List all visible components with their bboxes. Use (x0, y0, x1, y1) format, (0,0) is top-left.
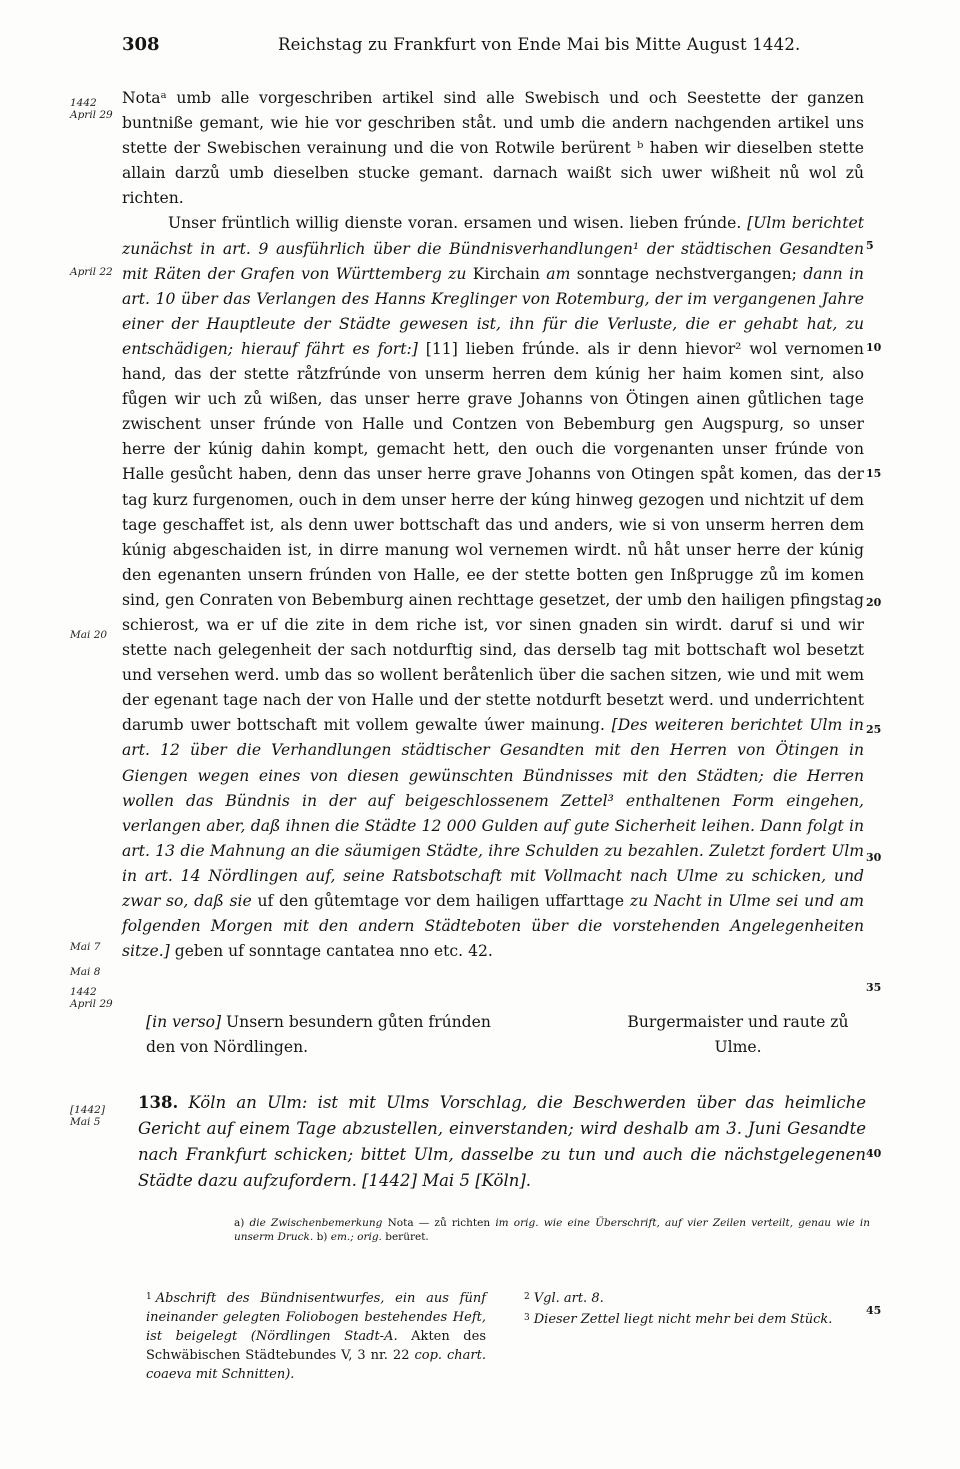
apparatus-a-text: Nota — zů richten (387, 1217, 491, 1229)
footnote-1 (146, 1288, 486, 1384)
margin-date-4: Mai 7 (70, 941, 101, 953)
line-number-25: 25 (866, 723, 882, 736)
date-clause-1: uf den gůtemtage vor dem hailigen (257, 892, 540, 910)
line-number-20: 20 (866, 596, 882, 609)
footnote-column-left (146, 1288, 486, 1385)
apparatus-b-text: berüret. (385, 1231, 429, 1243)
margin-date-1: 1442 April 29 (70, 97, 113, 121)
letter-signoff (146, 1010, 866, 1066)
footnote-3-marker: 3 (524, 1313, 530, 1323)
page-number: 308 (122, 34, 160, 55)
footnotes (0, 1288, 960, 1408)
critical-apparatus (234, 1216, 870, 1244)
sender-block: Burgermaister und raute zů Ulme. (627, 1013, 849, 1057)
salutation: Unser früntlich willig dienste voran. ersamen und wisen. lieben frúnde. (168, 214, 742, 233)
address-block (146, 1010, 506, 1060)
date-phrase: sonntage nechstvergangen; (576, 264, 797, 283)
footnote-1-marker: 1 (146, 1292, 152, 1302)
footnote-1-ital-1: Abschrift des Bündnisentwurfes, ein aus fünf ineinander gelegten Foliobogen bestehendes Heft, ist beigelegt (Nördlingen Stadt-A. (146, 1291, 486, 1344)
running-title: Reichstag zu Frankfurt von Ende Mai bis Mitte August 1442. (278, 35, 801, 54)
editorial-summary-3: [Des weiteren berichtet Ulm in art. 12 über die Verhandlungen städtischer Gesandten mit den Herren von Ötingen in Giengen wegen eines von diesen gewünschten Bündnisses mit den Städten; die Herren wollen das Bündnis in der auf beigeschlossenem Zettel³ enthaltenen Form eingehen, verlangen aber, daß ihnen die Städte 12 000 Gulden auf gute Sicherheit leihen. Dann folgt in art. 13 die Mahnung an die säumigen Städte, ihre Schulden zu bezahlen. Zuletzt fordert Ulm in art. 14 Nördlingen auf, seine Ratsbotschaft mit Vollmacht nach Ulme zu schicken, und zwar so, daß sie (122, 716, 864, 910)
letter-paragraph (122, 211, 864, 964)
letter-body: [11] lieben frúnde. als ir denn hievor² wol vernomen hand, das der stette råtzfrúnde von unserm herren dem kúnig her haim komen sint, also fůgen wir uch zů wißen, das unser herre grave Johanns von Ötingen ainen gůtlichen tage zwischent unser frúnde von Halle und Contzen von Bebemburg gen Augspurg, so unser herre der kúnig dahin kompt, gemacht hett, den ouch die vorgenanten unser frúnde von Halle gesůcht haben, denn das unser herre grave Johanns von Otingen spåt komen, das der tag kurz furgenomen, ouch in dem unser herre der kúng hinweg gezogen und nichtzit uf dem tage geschaffet ist, als denn uwer bottschaft das und anders, wie si von unserm herren dem kúnig abgeschaiden ist, in dirre manung wol vernemen wirdt. nů håt unser herre der kúnig den egenanten unsern frúnden von Halle, ee der stette botten gen Inßprugge zů im komen sind, gen Conraten von Bebemburg ainen rechttage gesetzet, der umb den hailigen pfingstag schierost, wa er uf die zite in dem riche ist, vor sinen gnaden sin wirdt. daruf si und wir stette nach gelegenheit der sach notdurftig sind, das derselb tag mit bottschaft wol besetzt und versehen werd. umb das so wollent beråtenlich über die sachen sitzen, wie und mit wem der egenant tage nach der von Halle und der stette notdurft besetzt werd. und underrichtent darumb uwer bottschaft mit vollem gewalte úwer mainung. (122, 339, 864, 735)
dating-clause: geben uf sonntage cantatea nno etc. 42. (174, 942, 493, 961)
apparatus-b-label: b) (316, 1231, 328, 1243)
entry-date: [1442] Mai 5 [Köln]. (362, 1171, 532, 1190)
address-text: Unsern besundern gůten frúnden den von Nördlingen. (146, 1013, 491, 1057)
line-number-45: 45 (866, 1304, 882, 1317)
margin-date-7: [1442] Mai 5 (70, 1104, 105, 1128)
apparatus-a-ital-1: die Zwischenbemerkung (249, 1217, 383, 1229)
apparatus-b-ital: em.; orig. (330, 1231, 382, 1243)
line-number-15: 15 (866, 467, 882, 480)
margin-date-2: April 22 (70, 266, 113, 278)
line-number-30: 30 (866, 851, 882, 864)
place-name: Kirchain (472, 264, 540, 283)
date-clause-2: uffarttage (545, 892, 625, 910)
main-text (122, 86, 864, 964)
footnote-2 (524, 1288, 868, 1308)
footnote-2-text: Vgl. art. 8. (533, 1291, 604, 1306)
footnote-1-text: Akten des Schwäbischen Städtebundes V, 3 nr. 22 (146, 1329, 486, 1363)
line-number-5: 5 (866, 239, 874, 252)
footnote-3 (524, 1309, 868, 1329)
document-entry (138, 1090, 866, 1194)
entry-number: 138. (138, 1093, 179, 1112)
entry-summary: Köln an Ulm: ist mit Ulms Vorschlag, die Beschwerden über das heimliche Gericht auf einem Tage abzustellen, einverstanden; wird deshalb am 3. Juni Gesandte nach Frankfurt schicken; bittet Ulm, dasselbe zu tun und auch die nächstgelegenen Städte dazu aufzufordern. (138, 1093, 866, 1190)
line-number-10: 10 (866, 341, 882, 354)
footnote-column-right (524, 1288, 868, 1330)
footnote-2-marker: 2 (524, 1292, 530, 1302)
note-paragraph: Notaᵃ umb alle vorgeschriben artikel sind alle Swebisch und och Seestette der ganzen buntniße gemant, wie hie vor geschriben ståt. und umb die andern nachgenden artikel uns stette der Swebischen verainung und die von Rotwile berürent ᵇ haben wir dieselben stette allain darzů umb dieselben stucke gemant. darnach waißt sich uwer wißheit nů wol zů richten. (122, 89, 864, 208)
verso-marker: [in verso] (146, 1013, 222, 1031)
apparatus-a-label: a) (234, 1217, 245, 1229)
page-header (0, 34, 960, 60)
editorial-summary-1: [Ulm berichtet zunächst in art. 9 ausführlich über die Bündnisverhandlungen¹ der städtischen Gesandten mit Räten der Grafen von Württemberg zu (122, 214, 864, 283)
footnote-1-ital-2: cop. chart. coaeva mit Schnitten). (146, 1348, 486, 1382)
editorial-summary-2: dann in art. 10 über das Verlangen des Hanns Kreglinger von Rotemburg, der im vergangenen Jahre einer der Hauptleute der Städte gewesen ist, ihn für die Verluste, die er gehabt hat, zu entschädigen; hierauf fährt es fort:] (122, 264, 864, 358)
line-number-40: 40 (866, 1147, 882, 1160)
margin-date-6: 1442 April 29 (70, 986, 113, 1010)
editorial-summary-4: zu Nacht in Ulme sei und am folgenden Morgen mit den andern Städteboten über die vorstehenden Angelegenheiten sitze.] (122, 892, 864, 961)
margin-date-5: Mai 8 (70, 966, 101, 978)
line-number-35: 35 (866, 981, 882, 994)
editorial-word: am (546, 264, 571, 283)
footnote-3-text: Dieser Zettel liegt nicht mehr bei dem Stück. (533, 1312, 833, 1327)
margin-date-3: Mai 20 (70, 629, 108, 641)
apparatus-a-ital-2: im orig. wie eine Überschrift, auf vier Zeilen verteilt, genau wie in unserm Druck. (234, 1217, 871, 1243)
